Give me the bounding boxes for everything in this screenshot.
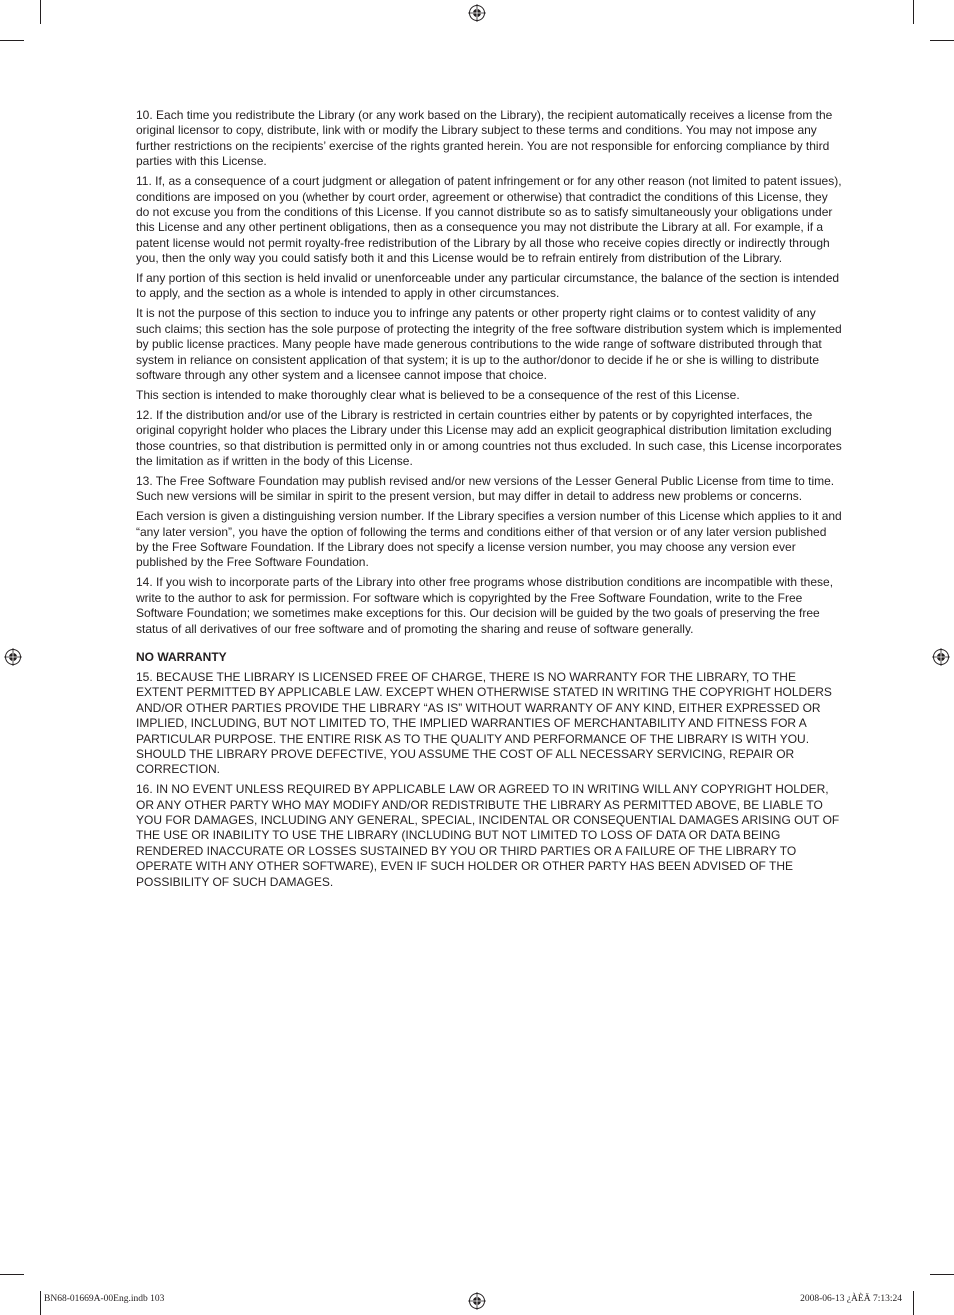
crop-mark-bottom-left-vertical [40,1291,41,1315]
registration-mark-icon [932,648,950,666]
print-slug-date-info: 2008-06-13 ¿ÀÈÄ 7:13:24 [800,1294,902,1304]
license-paragraph: This section is intended to make thoroughly clear what is believed to be a consequence of the rest of this License. [136,387,740,402]
no-warranty-heading: NO WARRANTY [136,650,227,664]
crop-mark-top-right-vertical [913,0,914,24]
license-paragraph: 10. Each time you redistribute the Library (or any work based on the Library), the recipient automatically receives a license from the original licensor to copy, distribute, link with or modify the Library subject to these terms and conditions. You may not impose any further restrictions on the recipients’ exercise of the rights granted herein. You are not responsible for enforcing compliance by third parties with this License. [136,108,833,169]
license-paragraph: 12. If the distribution and/or use of the Library is restricted in certain countries either by patents or by copyrighted interfaces, the original copyright holder who places the Library under this License may add an explicit geographical distribution limitation excluding those countries, so that distribution is permitted only in or among countries not thus excluded. In such case, this License incorporates the limitation as if written in the body of this License. [136,407,842,469]
license-paragraph: 11. If, as a consequence of a court judgment or allegation of patent infringement or for any other reason (not limited to patent issues), conditions are imposed on you (whether by court order, agreement or otherwise) that contradict the conditions of this License, they do not excuse you from the conditions of this License. If you cannot distribute so as to satisfy simultaneously your obligations under this License and any other pertinent obligations, then as a consequence you may not distribute the Library at all. For example, if a patent license would not permit royalty-free redistribution of the Library by all those who receive copies directly or indirectly through you, then the only way you could satisfy both it and this License would be to refrain entirely from distribution of the Library. [136,174,842,266]
crop-mark-top-right-horizontal [930,40,954,41]
warranty-paragraph: 16. IN NO EVENT UNLESS REQUIRED BY APPLICABLE LAW OR AGREED TO IN WRITING WILL ANY COPYRIGHT HOLDER, OR ANY OTHER PARTY WHO MAY MODIFY AND/OR REDISTRIBUTE THE LIBRARY AS PERMITTED ABOVE, BE LIABLE TO YOU FOR DAMAGES, INCLUDING ANY GENERAL, SPECIAL, INCIDENTAL OR CONSEQUENTIAL DAMAGES ARISING OUT OF THE USE OR INABILITY TO USE THE LIBRARY (INCLUDING BUT NOT LIMITED TO LOSS OF DATA OR DATA BEING RENDERED INACCURATE OR LOSSES SUSTAINED BY YOU OR THIRD PARTIES OR A FAILURE OF THE LIBRARY TO OPERATE WITH ANY OTHER SOFTWARE), EVEN IF SUCH HOLDER OR OTHER PARTY HAS BEEN ADVISED OF THE POSSIBILITY OF SUCH DAMAGES. [136,782,840,889]
warranty-paragraph: 15. BECAUSE THE LIBRARY IS LICENSED FREE OF CHARGE, THERE IS NO WARRANTY FOR THE LIBRARY, TO THE EXTENT PERMITTED BY APPLICABLE LAW. EXCEPT WHEN OTHERWISE STATED IN WRITING THE COPYRIGHT HOLDERS AND/OR OTHER PARTIES PROVIDE THE LIBRARY “AS IS” WITHOUT WARRANTY OF ANY KIND, EITHER EXPRESSED OR IMPLIED, INCLUDING, BUT NOT LIMITED TO, THE IMPLIED WARRANTIES OF MERCHANTABILITY AND FITNESS FOR A PARTICULAR PURPOSE. THE ENTIRE RISK AS TO THE QUALITY AND PERFORMANCE OF THE LIBRARY IS WITH YOU. SHOULD THE LIBRARY PROVE DEFECTIVE, YOU ASSUME THE COST OF ALL NECESSARY SERVICING, REPAIR OR CORRECTION. [136,669,832,777]
license-paragraph: 14. If you wish to incorporate parts of the Library into other free programs whose distribution conditions are incompatible with these, write to the author to ask for permission. For software which is copyrighted by the Free Software Foundation, write to the Free Software Foundation; we sometimes make exceptions for this. Our decision will be guided by the two goals of preserving the free status of all derivatives of our free software and of promoting the sharing and reuse of software generally. [136,575,834,636]
license-paragraph: 13. The Free Software Foundation may publish revised and/or new versions of the Lesser General Public License from time to time. Such new versions will be similar in spirit to the present version, but may differ in detail to address new problems or concerns. [136,473,835,504]
license-paragraph: It is not the purpose of this section to induce you to infringe any patents or other property right claims or to contest validity of any such claims; this section has the sole purpose of protecting the integrity of the free software distribution system which is implemented by public license practices. Many people have made generous contributions to the wide range of software distributed through that system in reliance on consistent application of that system; it is up to the author/donor to decide if he or she is willing to distribute software through any other system and a licensee cannot impose that choice. [136,306,842,382]
registration-mark-icon [4,648,22,666]
crop-mark-bottom-right-horizontal [930,1274,954,1275]
license-paragraph: Each version is given a distinguishing version number. If the Library specifies a version number of this License which applies to it and “any later version”, you have the option of following the terms and conditions either of that version or of any later version published by the Free Software Foundation. If the Library does not specify a license version number, you may choose any version ever published by the Free Software Foundation. [136,509,842,570]
crop-mark-bottom-left-horizontal [0,1274,24,1275]
registration-mark-icon [468,4,486,22]
license-text-body [136,108,842,895]
crop-mark-top-left-horizontal [0,40,24,41]
registration-mark-icon [468,1292,486,1310]
crop-mark-top-left-vertical [40,0,41,24]
crop-mark-bottom-right-vertical [913,1291,914,1315]
print-slug-file-info: BN68-01669A-00Eng.indb 103 [44,1294,165,1304]
license-paragraph: If any portion of this section is held invalid or unenforceable under any particular circumstance, the balance of the section is intended to apply, and the section as a whole is intended to apply in other circumstances. [136,271,840,301]
